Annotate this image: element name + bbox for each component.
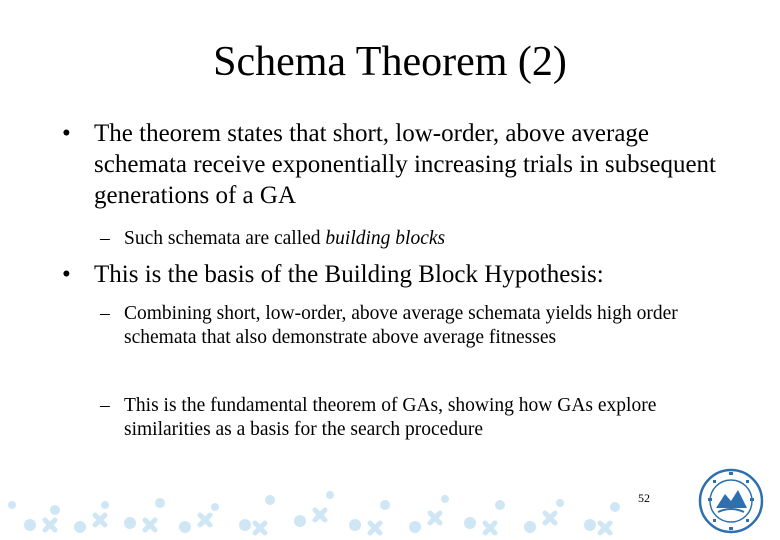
bullet-marker: •	[62, 120, 71, 147]
sub-bullet-emphasis: building blocks	[325, 228, 446, 249]
decorative-pattern	[0, 455, 700, 540]
slide-title: Schema Theorem (2)	[213, 39, 567, 85]
bullet-text: This is the basis of the Building Block Hypothesis:	[94, 261, 604, 288]
sub-bullet-1-1	[100, 227, 740, 251]
sub-bullet-marker: –	[100, 228, 110, 249]
university-seal-logo	[698, 468, 764, 534]
page-number: 52	[638, 491, 650, 505]
sub-bullet-2-1	[100, 302, 740, 350]
bullet-2	[62, 259, 742, 290]
sub-bullet-marker: –	[100, 395, 110, 416]
sub-bullet-2-2	[100, 394, 740, 442]
bullet-marker: •	[62, 261, 71, 288]
sub-bullet-marker: –	[100, 303, 110, 324]
bullet-text: The theorem states that short, low-order, above average schemata receive exponentially increasing trials in subsequent generations of a GA	[94, 120, 716, 209]
sub-bullet-text: This is the fundamental theorem of GAs, showing how GAs explore similarities as a basis for the search procedure	[124, 395, 657, 440]
sub-bullet-text: Combining short, low-order, above average schemata yields high order schemata that also demonstrate above average fitnesses	[124, 303, 678, 348]
bullet-1	[62, 118, 742, 211]
sub-bullet-text: Such schemata are called	[124, 228, 326, 249]
